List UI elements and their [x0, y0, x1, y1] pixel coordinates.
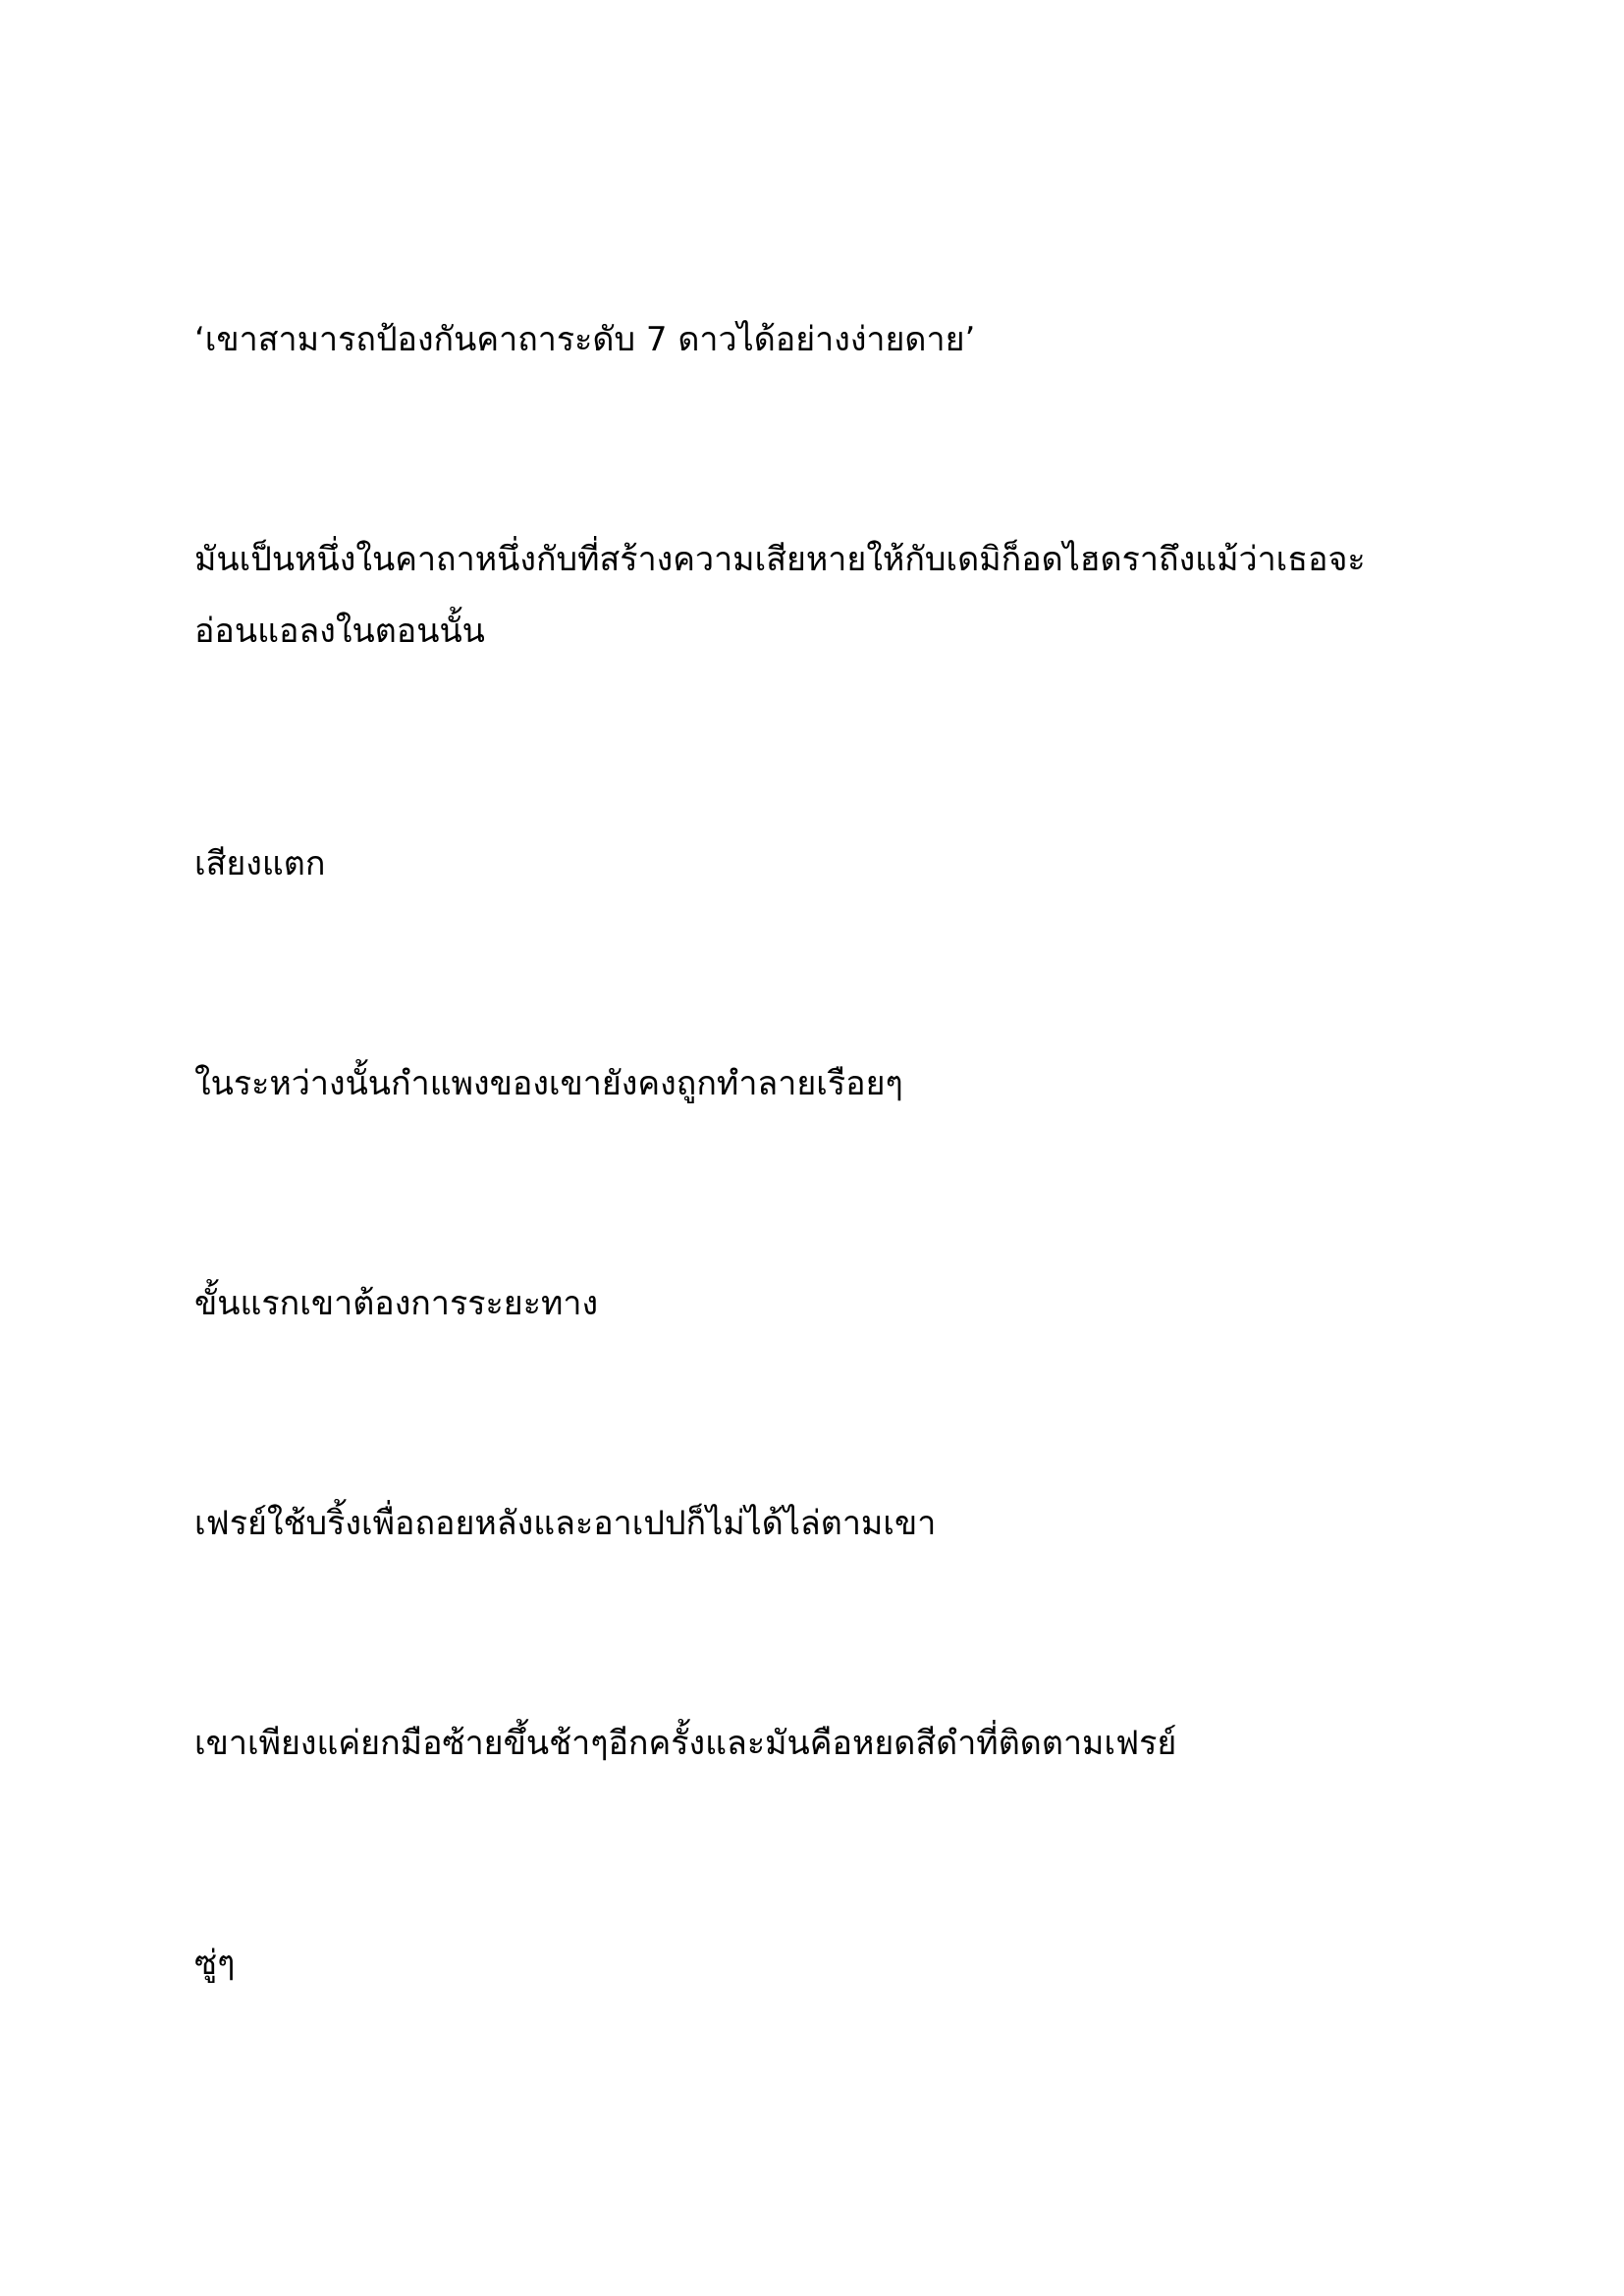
paragraph-6: เฟรย์ใช้บริ้งเพื่อถอยหลังและอาเปปก็ไม่ได้ไล่ตามเขา — [194, 1504, 937, 1543]
paragraph-3: เสียงแตก — [194, 844, 326, 883]
paragraph-1: ‘เขาสามารถป้องกันคาถาระดับ 7 ดาวได้อย่างง่ายดาย’ — [194, 320, 976, 359]
paragraph-2: มันเป็นหนึ่งในคาถาหนึ่งกับที่สร้างความเสียหายให้กับเดมิก็อดไฮดราถึงแม้ว่าเธอจะอ่อนแอลงในตอนนั้น — [194, 540, 1366, 651]
paragraph-5: ขั้นแรกเขาต้องการระยะทาง — [194, 1284, 599, 1323]
paragraph-8: ซู่ๆ — [194, 1944, 236, 1983]
paragraph-7: เขาเพียงแค่ยกมือซ้ายขึ้นช้าๆอีกครั้งและมันคือหยดสีดำที่ติดตามเฟรย์ — [194, 1724, 1177, 1763]
paragraph-4: ในระหว่างนั้นกำแพงของเขายังคงถูกทำลายเรือยๆ — [194, 1064, 903, 1103]
